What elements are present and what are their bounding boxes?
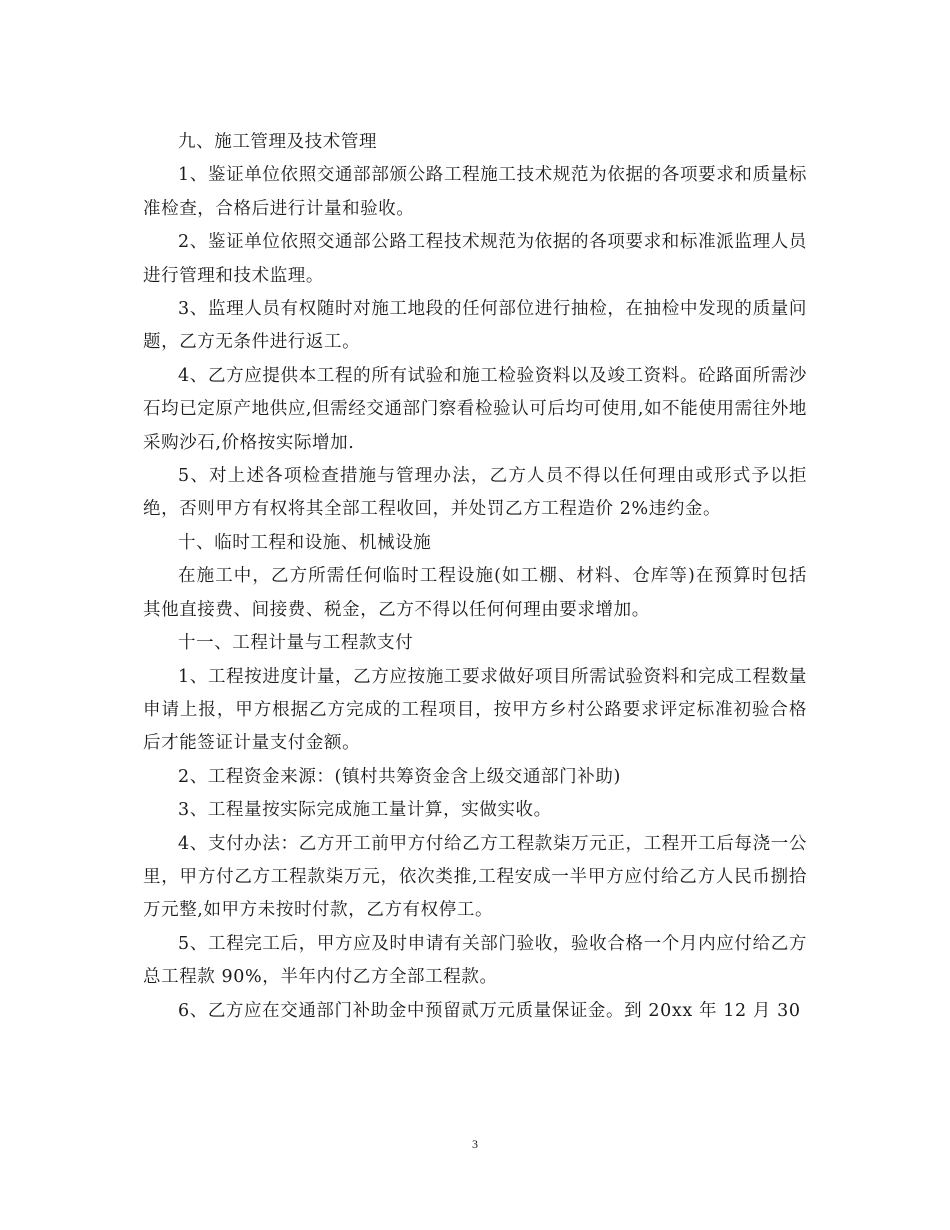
- paragraph: 2、工程资金来源：(镇村共筹资金含上级交通部门补助): [178, 766, 621, 787]
- paragraph: 5、工程完工后，甲方应及时申请有关部门验收，验收合格一个月内应付给乙方总工程款 90%，半年内付乙方全部工程款。: [143, 933, 807, 988]
- paragraph: 3、工程量按实际完成施工量计算，实做实收。: [178, 800, 552, 821]
- paragraph: 5、对上述各项检查措施与管理办法，乙方人员不得以任何理由或形式予以拒绝，否则甲方有权将其全部工程收回，并处罚乙方工程造价 2%违约金。: [143, 466, 807, 520]
- paragraph: 4、乙方应提供本工程的所有试验和施工检验资料以及竣工资料。砼路面所需沙石均已定原产地供应,但需经交通部门察看检验认可后均可使用,如不能使用需往外地采购沙石,价格按实际增加.: [143, 365, 807, 453]
- paragraph: 在施工中，乙方所需任何临时工程设施(如工棚、材料、仓库等)在预算时包括其他直接费、间接费、税金，乙方不得以任何何理由要求增加。: [143, 566, 807, 620]
- paragraph: 2、鉴证单位依照交通部公路工程技术规范为依据的各项要求和标准派监理人员进行管理和技术监理。: [143, 232, 807, 286]
- section-heading-11: 十一、工程计量与工程款支付: [178, 633, 414, 654]
- section-heading-9: 九、施工管理及技术管理: [178, 132, 378, 152]
- paragraph: 6、乙方应在交通部门补助金中预留贰万元质量保证金。到 20xx 年 12 月 30: [178, 1000, 801, 1021]
- section-heading-10: 十、临时工程和设施、机械设施: [178, 532, 432, 553]
- document-body: [143, 126, 807, 1028]
- paragraph: 3、监理人员有权随时对施工地段的任何部位进行抽检，在抽检中发现的质量问题，乙方无条件进行返工。: [143, 299, 807, 353]
- paragraph: 1、鉴证单位依照交通部部颁公路工程施工技术规范为依据的各项要求和质量标准检查，合格后进行计量和验收。: [143, 165, 807, 219]
- page-number: 3: [472, 1137, 478, 1151]
- paragraph: 1、工程按进度计量，乙方应按施工要求做好项目所需试验资料和完成工程数量申请上报，甲方根据乙方完成的工程项目，按甲方乡村公路要求评定标准初验合格后才能签证计量支付金额。: [143, 666, 807, 754]
- paragraph: 4、支付办法：乙方开工前甲方付给乙方工程款柒万元正，工程开工后每浇一公里，甲方付乙方工程款柒万元，依次类推,工程安成一半甲方应付给乙方人民币捌拾万元整,如甲方未按时付款，乙方有权停工。: [143, 833, 807, 921]
